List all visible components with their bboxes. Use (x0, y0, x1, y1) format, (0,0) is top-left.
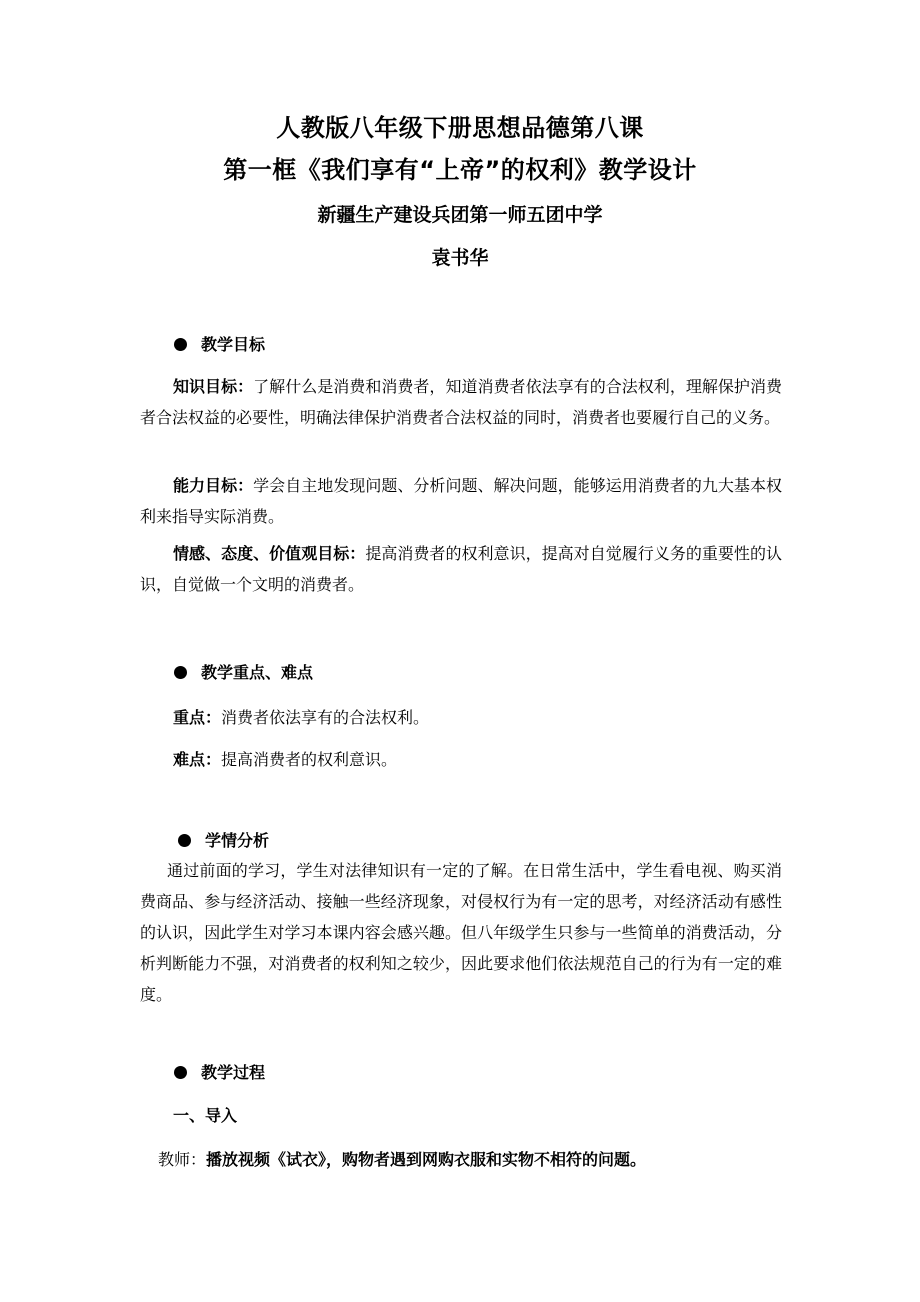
school-name: 新疆生产建设兵团第一师五团中学 (317, 204, 603, 226)
difficulty-point-line (173, 747, 397, 770)
document-title-line2: 第一框《我们享有“上帝”的权利》教学设计 (223, 156, 697, 184)
ability-objective-text: 学会自主地发现问题、分析问题、解决问题，能够运用消费者的九大基本权利来指导实际消费。 (140, 476, 782, 526)
author-name: 袁书华 (431, 247, 489, 269)
teacher-line (158, 1147, 646, 1170)
analysis-paragraph: 通过前面的学习，学生对法律知识有一定的了解。在日常生活中，学生看电视、购买消费商品、参与经济活动、接触一些经济现象，对侵权行为有一定的思考，对经济活动有感性的认识，因此学生对学习本课内容会感兴趣。但八年级学生只参与一些简单的消费活动，分析判断能力不强，对消费者的权利知之较少，因此要求他们依法规范自己的行为有一定的难度。 (140, 861, 782, 1004)
knowledge-objective-label: 知识目标： (173, 377, 254, 396)
document-title-line1: 人教版八年级下册思想品德第八课 (276, 114, 644, 142)
teacher-text: 播放视频《试衣》，购物者遇到网购衣服和实物不相符的问题。 (206, 1150, 647, 1169)
section-heading-key-points: 教学重点、难点 (174, 660, 313, 683)
emotion-objective-label: 情感、态度、价值观目标： (173, 544, 366, 563)
difficulty-point-text: 提高消费者的权利意识。 (221, 750, 398, 769)
emotion-objective-text: 提高消费者的权利意识，提高对自觉履行义务的重要性的认识，自觉做一个文明的消费者。 (140, 544, 782, 594)
ability-objective-paragraph (140, 470, 782, 532)
process-step-intro: 一、导入 (173, 1106, 238, 1125)
emotion-objective-paragraph (140, 538, 782, 600)
bullet-icon (174, 338, 187, 351)
bullet-icon (174, 1066, 187, 1079)
difficulty-point-label: 难点： (173, 750, 222, 769)
bullet-icon (174, 666, 187, 679)
knowledge-objective-paragraph (140, 371, 782, 433)
bullet-icon (178, 834, 191, 847)
focus-point-label: 重点： (173, 708, 222, 727)
section-heading-objectives: 教学目标 (174, 332, 265, 355)
focus-point-line (173, 705, 429, 728)
section-heading-analysis: 学情分析 (178, 828, 269, 851)
focus-point-text: 消费者依法享有的合法权利。 (221, 708, 430, 727)
ability-objective-label: 能力目标： (173, 476, 254, 495)
teacher-label: 教师： (158, 1150, 207, 1169)
section-heading-process: 教学过程 (174, 1060, 265, 1083)
knowledge-objective-text: 了解什么是消费和消费者，知道消费者依法享有的合法权利，理解保护消费者合法权益的必要性，明确法律保护消费者合法权益的同时，消费者也要履行自己的义务。 (140, 377, 782, 427)
